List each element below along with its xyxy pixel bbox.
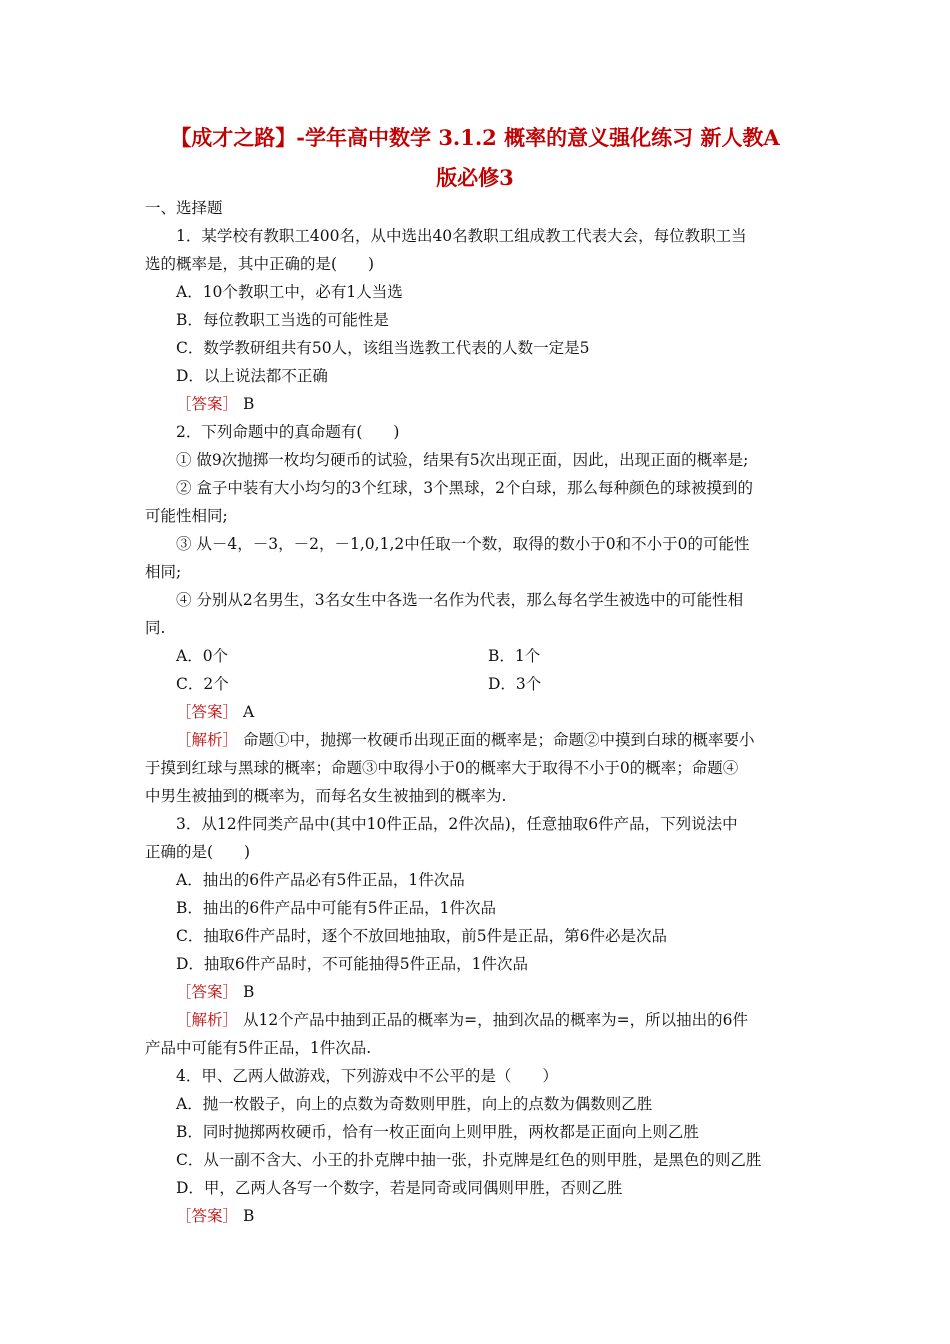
q3-option-d: D．抽取6件产品时，不可能抽得5件正品，1件次品 [176, 955, 529, 973]
answer-tag: ［答案］ [176, 395, 239, 413]
q3-analysis-line2: 产品中可能有5件正品，1件次品. [145, 1039, 372, 1057]
answer-tag: ［答案］ [176, 1207, 239, 1225]
q2-proposition-3-line1: ③ 从－4，－3，－2，－1,0,1,2中任取一个数，取得的数小于0和不小于0的可能性 [176, 535, 750, 553]
q4-answer [176, 1202, 846, 1230]
q1-stem-line1: 1．某学校有教职工400名，从中选出40名教职工组成教工代表大会，每位教职工当 [176, 227, 747, 245]
q4-option-c: C．从一副不含大、小王的扑克牌中抽一张，扑克牌是红色的则甲胜，是黑色的则乙胜 [176, 1151, 762, 1169]
q1-option-d: D．以上说法都不正确 [176, 367, 328, 385]
answer-value: A [242, 703, 255, 721]
q2-proposition-3-line2: 相同; [145, 563, 182, 581]
q3-option-c: C．抽取6件产品时，逐个不放回地抽取，前5件是正品，第6件必是次品 [176, 927, 667, 945]
q1-option-b: B．每位教职工当选的可能性是 [176, 311, 389, 329]
q3-option-a: A．抽出的6件产品必有5件正品，1件次品 [176, 871, 465, 889]
title-line-1: 【成才之路】-学年高中数学 3.1.2 概率的意义强化练习 新人教A [170, 125, 780, 150]
q1-option-c: C．数学教研组共有50人，该组当选教工代表的人数一定是5 [176, 339, 590, 357]
answer-tag: ［答案］ [176, 703, 239, 721]
q2-option-a: A．0个 [176, 647, 229, 665]
q2-stem: 2．下列命题中的真命题有( ) [176, 423, 400, 441]
q2-option-d: D．3个 [488, 675, 542, 693]
q3-stem-line1: 3．从12件同类产品中(其中10件正品，2件次品)，任意抽取6件产品，下列说法中 [176, 815, 738, 833]
analysis-text: 命题①中，抛掷一枚硬币出现正面的概率是；命题②中摸到白球的概率要小 [242, 731, 755, 749]
document-title [140, 118, 810, 198]
analysis-tag: ［解析］ [176, 1011, 239, 1029]
q2-proposition-2-line2: 可能性相同; [145, 507, 228, 525]
q2-proposition-1: ① 做9次抛掷一枚均匀硬币的试验，结果有5次出现正面，因此，出现正面的概率是; [176, 451, 749, 469]
q2-analysis-line3: 中男生被抽到的概率为，而每名女生被抽到的概率为. [145, 787, 507, 805]
q4-option-b: B．同时抛掷两枚硬币，恰有一枚正面向上则甲胜，两枚都是正面向上则乙胜 [176, 1123, 699, 1141]
answer-value: B [242, 1207, 255, 1225]
q4-option-d: D．甲，乙两人各写一个数字，若是同奇或同偶则甲胜，否则乙胜 [176, 1179, 623, 1197]
q2-option-c: C．2个 [176, 675, 229, 693]
title-line-2: 版必修3 [436, 165, 514, 190]
q2-proposition-4-line1: ④ 分别从2名男生，3名女生中各选一名作为代表，那么每名学生被选中的可能性相 [176, 591, 744, 609]
q2-answer [176, 698, 846, 726]
q3-analysis-line1 [176, 1006, 846, 1034]
q2-analysis-line2: 于摸到红球与黑球的概率；命题③中取得小于0的概率大于取得不小于0的概率；命题④ [145, 759, 739, 777]
analysis-text: 从12个产品中抽到正品的概率为=，抽到次品的概率为=，所以抽出的6件 [242, 1011, 749, 1029]
q4-stem: 4．甲、乙两人做游戏，下列游戏中不公平的是（ ） [176, 1067, 558, 1085]
q4-option-a: A．抛一枚骰子，向上的点数为奇数则甲胜，向上的点数为偶数则乙胜 [176, 1095, 653, 1113]
answer-value: B [242, 983, 255, 1001]
q2-proposition-2-line1: ② 盒子中装有大小均匀的3个红球，3个黑球，2个白球，那么每种颜色的球被摸到的 [176, 479, 754, 497]
answer-tag: ［答案］ [176, 983, 239, 1001]
q1-answer [176, 390, 846, 418]
q3-option-b: B．抽出的6件产品中可能有5件正品，1件次品 [176, 899, 496, 917]
q1-stem-line2: 选的概率是，其中正确的是( ) [145, 255, 375, 273]
q1-option-a: A．10个教职工中，必有1人当选 [176, 283, 403, 301]
analysis-tag: ［解析］ [176, 731, 239, 749]
section-heading: 一、选择题 [145, 199, 223, 217]
q2-proposition-4-line2: 同. [145, 619, 166, 637]
q2-analysis-line1 [176, 726, 846, 754]
q2-option-b: B．1个 [488, 647, 541, 665]
answer-value: B [242, 395, 255, 413]
q3-answer [176, 978, 846, 1006]
q3-stem-line2: 正确的是( ) [145, 843, 251, 861]
